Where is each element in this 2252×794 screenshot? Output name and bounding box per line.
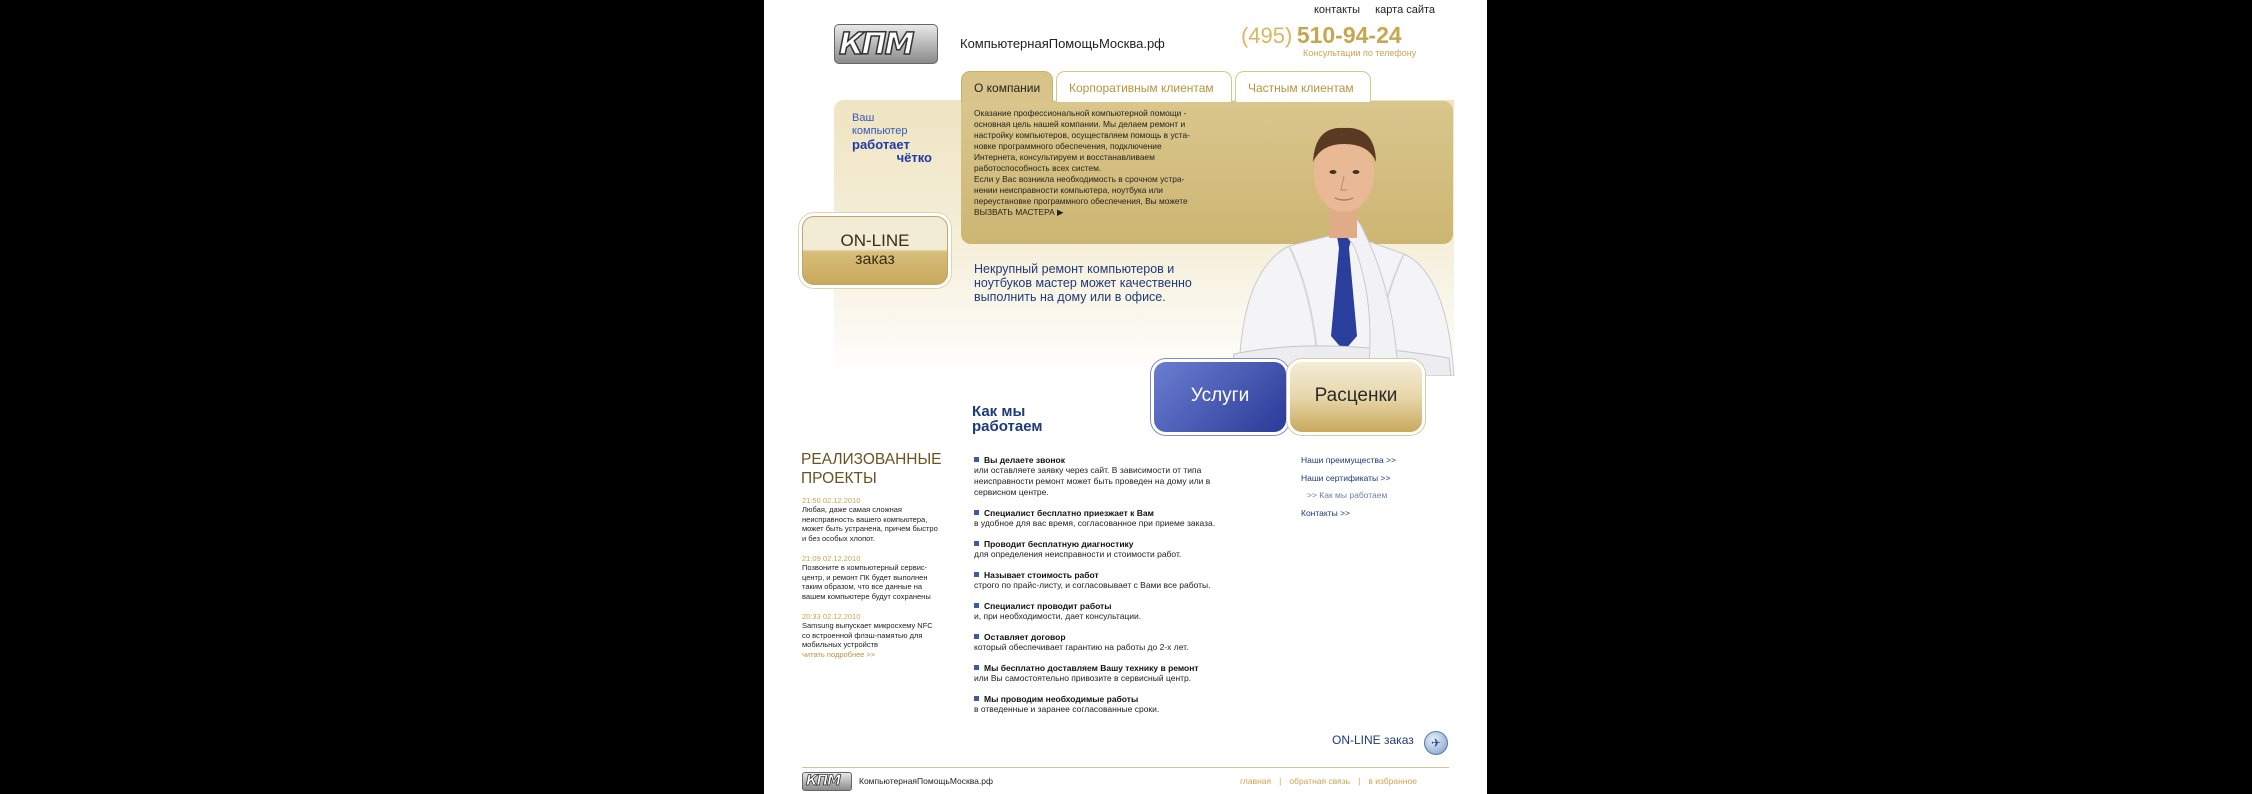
footer-separator: | <box>1279 776 1282 786</box>
services-button[interactable]: Услуги <box>1154 362 1286 432</box>
phone-note: Консультации по телефону <box>1303 48 1417 58</box>
step-title: Мы бесплатно доставляем Вашу технику в ремонт <box>974 663 1234 673</box>
slogan-line-3: чётко <box>896 150 932 165</box>
how-title-line-2: работаем <box>972 418 1043 435</box>
intro-text <box>974 108 1224 218</box>
step-title: Вы делаете звонок <box>974 455 1234 465</box>
step-description: или оставляете заявку через сайт. В зависимости от типа неисправности ремонт может быть проведен на дому или в сервисном центре. <box>974 465 1211 497</box>
step-title: Специалист проводит работы <box>974 601 1234 611</box>
step-item <box>974 539 1234 560</box>
news-text[interactable]: Позвоните в компьютерный сервис-центр, и ремонт ПК будет выполнен таким образом, что все данные на вашем компьютере будут сохранены <box>802 563 931 601</box>
step-description: и, при необходимости, дает консультации. <box>974 611 1142 621</box>
footer-separator: | <box>1358 776 1361 786</box>
intro-line: основная цель нашей компании. Мы делаем ремонт и <box>974 119 1186 129</box>
footer-nav <box>1240 776 1417 786</box>
step-item <box>974 570 1234 591</box>
plane-icon[interactable]: ✈ <box>1424 731 1448 755</box>
top-links <box>1302 4 1435 16</box>
projects-title <box>801 450 942 488</box>
hero-subtext: Некрупный ремонт компьютеров и ноутбуков мастер может качественно выполнить на дому или в офисе. <box>974 262 1192 304</box>
tab-about[interactable]: О компании <box>961 71 1053 102</box>
projects-title-line-1: РЕАЛИЗОВАННЫЕ <box>801 451 942 468</box>
phone-code: (495) <box>1241 23 1293 48</box>
how-title-line-1: Как мы <box>972 403 1026 420</box>
steps-list <box>974 455 1234 725</box>
intro-line: Интернета, консультируем и восстанавливаем <box>974 152 1155 162</box>
news-text[interactable]: Любая, даже самая сложная неисправность вашего компьютера, может быть устранена, причем быстро и без особых хлопот. <box>802 505 938 543</box>
step-title: Специалист бесплатно приезжает к Вам <box>974 508 1234 518</box>
step-item <box>974 508 1234 529</box>
footer-logo[interactable]: КПМ <box>802 772 852 791</box>
tab-private[interactable]: Частным клиентам <box>1235 71 1371 102</box>
news-date: 21:09 02.12.2010 <box>802 554 861 563</box>
logo[interactable] <box>834 24 938 64</box>
how-we-work-title <box>972 404 1043 434</box>
tab-corporate[interactable]: Корпоративным клиентам <box>1056 71 1232 102</box>
footer-link-feedback[interactable]: обратная связь <box>1289 776 1351 786</box>
call-master-link[interactable]: ВЫЗВАТЬ МАСТЕРА ▶ <box>974 207 1064 217</box>
step-description: который обеспечивает гарантию на работы до 2-х лет. <box>974 642 1189 652</box>
intro-line: переустановке программного обеспечения, Вы можете <box>974 196 1188 206</box>
online-order-line-2: заказ <box>855 251 895 268</box>
step-item <box>974 601 1234 622</box>
step-description: в удобное для вас время, согласованное при приеме заказа. <box>974 518 1216 528</box>
step-title: Проводит бесплатную диагностику <box>974 539 1234 549</box>
page <box>764 0 1487 794</box>
intro-line: новке программного обеспечения, подключение <box>974 141 1162 151</box>
phone-number: 510-94-24 <box>1296 22 1402 48</box>
news-list <box>802 496 942 661</box>
intro-line: Если у Вас возникла необходимость в срочном устра- <box>974 174 1185 184</box>
step-title: Оставляет договор <box>974 632 1234 642</box>
step-title: Называет стоимость работ <box>974 570 1234 580</box>
footer-divider <box>802 767 1449 768</box>
intro-line: работоспособность всех систем. <box>974 163 1102 173</box>
intro-line: Оказание профессиональной компьютерной помощи - <box>974 108 1187 118</box>
news-date: 20:33 02.12.2010 <box>802 612 861 621</box>
sitemap-link[interactable]: карта сайта <box>1375 4 1436 16</box>
footer-site-name: КомпьютернаяПомощьМосква.рф <box>859 776 993 786</box>
step-item <box>974 632 1234 653</box>
businessman-image <box>1219 96 1459 376</box>
contacts-link[interactable]: контакты <box>1314 4 1361 16</box>
footer-link-favorites[interactable]: в избранное <box>1368 776 1417 786</box>
slogan-line-1: Ваш компьютер <box>852 112 908 137</box>
news-text[interactable]: Samsung выпускает микросхему NFC со встроенной флэш-памятью для мобильных устройств <box>802 621 933 649</box>
step-item <box>974 694 1234 715</box>
intro-line: нении неисправности компьютера, ноутбука или <box>974 185 1163 195</box>
online-order-link[interactable]: ON-LINE заказ <box>1332 733 1414 747</box>
side-link-how-we-work[interactable]: >> Как мы работаем <box>1307 490 1388 500</box>
step-description: или Вы самостоятельно привозите в сервисный центр. <box>974 673 1192 683</box>
logo-text: КПМ <box>839 27 913 62</box>
intro-line: настройку компьютеров, осуществляем помощь в уста- <box>974 130 1190 140</box>
phone <box>1241 22 1402 49</box>
online-order-line-1: ON-LINE <box>840 231 910 250</box>
footer-link-home[interactable]: главная <box>1240 776 1272 786</box>
step-item <box>974 455 1234 498</box>
side-link-contacts[interactable]: Контакты >> <box>1301 507 1351 518</box>
slogan-line-2: работает <box>852 137 910 152</box>
news-date: 21:50 02.12.2010 <box>802 496 861 505</box>
site-name: КомпьютернаяПомощьМосква.рф <box>960 36 1165 51</box>
online-order-button[interactable] <box>802 216 948 285</box>
step-description: для определения неисправности и стоимости работ. <box>974 549 1182 559</box>
side-link-certificates[interactable]: Наши сертификаты >> <box>1301 472 1391 483</box>
side-link-advantages[interactable]: Наши преимущества >> <box>1301 455 1396 465</box>
slogan <box>852 112 932 164</box>
projects-title-line-2: ПРОЕКТЫ <box>801 470 877 487</box>
step-title: Мы проводим необходимые работы <box>974 694 1234 704</box>
prices-button[interactable]: Расценки <box>1290 362 1422 432</box>
read-more-link[interactable]: читать подробнее >> <box>802 650 876 659</box>
step-description: в отведенные и заранее согласованные сроки. <box>974 704 1160 714</box>
step-description: строго по прайс-листу, и согласовывает с Вами все работы. <box>974 580 1211 590</box>
side-links <box>1301 455 1396 525</box>
step-item <box>974 663 1234 684</box>
